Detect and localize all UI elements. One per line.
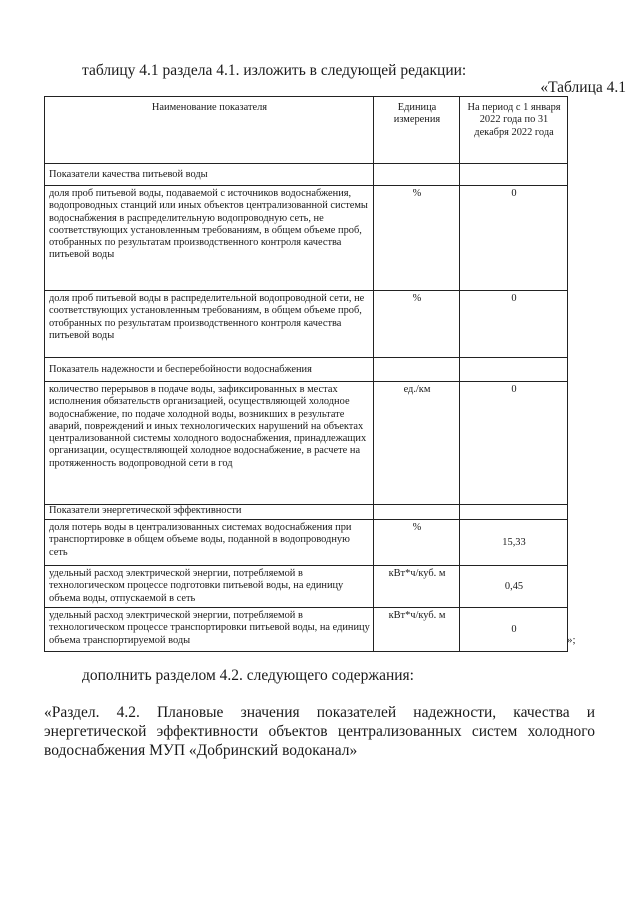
table-row	[45, 566, 568, 608]
indicator-name: доля проб питьевой воды в распределительной водопроводной сети, не соответствующих установленным требованиям, в общем объеме проб, отобранных по результатам производственного контроля качества питьевой воды	[45, 291, 374, 358]
table-section-row	[45, 164, 568, 186]
table-row	[45, 520, 568, 566]
indicator-unit: %	[374, 520, 460, 566]
indicator-name: удельный расход электрической энергии, потребляемой в технологическом процессе транспортировки питьевой воды, на единицу объема транспортируемой воды	[45, 608, 374, 652]
table-header-row	[45, 97, 568, 164]
indicators-table	[44, 96, 568, 652]
section-value	[460, 358, 568, 382]
section-value	[460, 164, 568, 186]
section-name: Показатели качества питьевой воды	[45, 164, 374, 186]
indicator-unit: %	[374, 186, 460, 291]
indicator-unit: кВт*ч/куб. м	[374, 566, 460, 608]
indicator-value: 0	[460, 186, 568, 291]
indicator-value: 0	[460, 382, 568, 505]
indicator-value: 0	[460, 608, 568, 652]
section-value	[460, 505, 568, 520]
indicator-unit: %	[374, 291, 460, 358]
table-row	[45, 382, 568, 505]
table-row	[45, 608, 568, 652]
table-section-row	[45, 505, 568, 520]
section-unit	[374, 358, 460, 382]
table-section-row	[45, 358, 568, 382]
header-name: Наименование показателя	[45, 97, 374, 164]
header-period: На период с 1 января 2022 года по 31 декабря 2022 года	[460, 97, 568, 164]
indicator-unit: кВт*ч/куб. м	[374, 608, 460, 652]
header-unit: Единица измерения	[374, 97, 460, 164]
intro-text: таблицу 4.1 раздела 4.1. изложить в следующей редакции:	[82, 62, 467, 79]
section-name: Показатели энергетической эффективности	[45, 505, 374, 520]
indicator-name: доля проб питьевой воды, подаваемой с источников водоснабжения, водопроводных станций или иных объектов централизованной системы водоснабжения в распределительную водопроводную сеть, не соответствующих установленным требованиям, в общем объеме проб, отобранных по результатам производственного контроля качества питьевой воды	[45, 186, 374, 291]
table-closing-quote: »;	[567, 634, 576, 646]
indicator-unit: ед./км	[374, 382, 460, 505]
indicator-value: 0	[460, 291, 568, 358]
indicator-name: количество перерывов в подаче воды, зафиксированных в местах исполнения обязательств организацией, осуществляющей холодное водоснабжение, по подаче холодной воды, возникших в результате аварий, повреждений и иных технологических нарушений на объектах централизованной системы холодного водоснабжения, принадлежащих организации, осуществляющей холодное водоснабжение, в расчете на протяженность водопроводной сети в год	[45, 382, 374, 505]
supplement-text: дополнить разделом 4.2. следующего содержания:	[82, 667, 414, 684]
section-unit	[374, 505, 460, 520]
table-row	[45, 186, 568, 291]
table-caption: «Таблица 4.1	[540, 79, 626, 96]
indicator-name: доля потерь воды в централизованных системах водоснабжения при транспортировке в общем объеме воды, поданной в водопроводную сеть	[45, 520, 374, 566]
section-title: «Раздел. 4.2. Плановые значения показателей надежности, качества и энергетической эффективности объектов централизованных систем холодного водоснабжения МУП «Добринский водоканал»	[44, 704, 595, 759]
indicator-name: удельный расход электрической энергии, потребляемой в технологическом процессе подготовки питьевой воды, на единицу объема воды, отпускаемой в сеть	[45, 566, 374, 608]
indicator-value: 15,33	[460, 520, 568, 566]
section-unit	[374, 164, 460, 186]
indicator-value: 0,45	[460, 566, 568, 608]
table-row	[45, 291, 568, 358]
section-name: Показатель надежности и бесперебойности водоснабжения	[45, 358, 374, 382]
